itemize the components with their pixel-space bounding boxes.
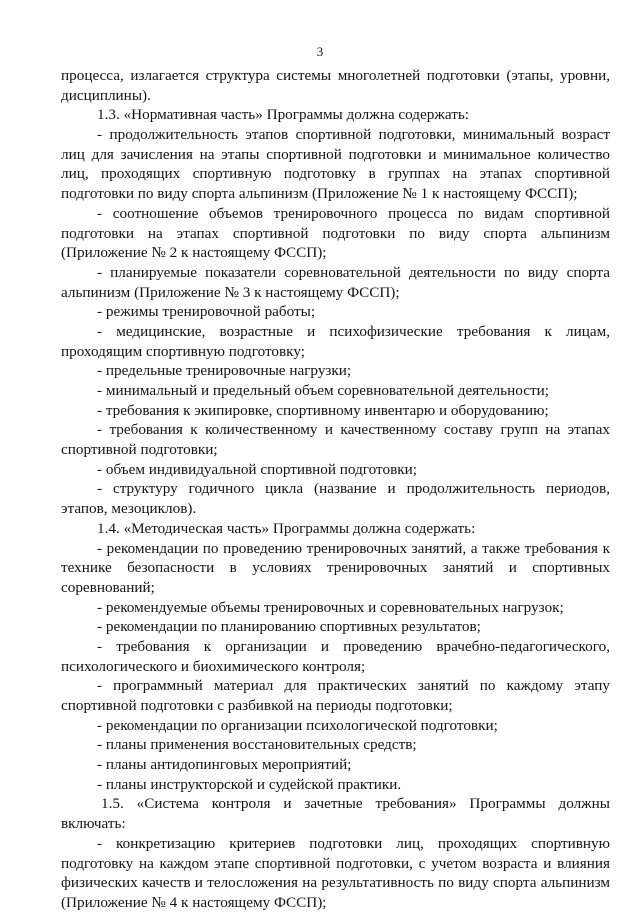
text-line: - минимальный и предельный объем соревновательной деятельности; [97,382,549,399]
text-line: - рекомендуемые объемы тренировочных и соревновательных нагрузок; [97,598,564,616]
text-line: - структуру годичного цикла (название и продолжительность периодов, [97,480,610,498]
document-body [61,66,610,913]
text-line: - режимы тренировочной работы; [97,303,316,321]
text-line: - программный материал для практических занятий по каждому этапу [97,677,610,695]
text-line: - планируемые показатели соревновательной деятельности по виду спорта [97,263,610,281]
text-line: - рекомендации по проведению тренировочных занятий, а также требования к [97,539,610,557]
text-line: лиц для зачисления на этапы спортивной подготовки и минимальное количество [61,145,610,163]
text-line: дисциплины). [61,86,151,104]
text-line: лиц, проходящих спортивную подготовку в группах на этапах спортивной [61,165,610,183]
text-line: - объем индивидуальной спортивной подготовки; [97,460,417,478]
text-line: 1.5. «Система контроля и зачетные требования» Программы должны [101,795,610,813]
text-line: спортивной подготовки; [61,441,218,459]
text-line: подготовку на каждом этапе спортивной подготовки, с учетом возраста и влияния [61,854,610,872]
text-line: альпинизм (Приложение № 3 к настоящему ФССП); [61,283,400,301]
text-line: подготовки по виду спорта альпинизм (Приложение № 1 к настоящему ФССП); [61,185,578,203]
text-line: - предельные тренировочные нагрузки; [97,362,352,380]
text-line: этапов, мезоциклов). [61,500,197,518]
text-line: - требования к экипировке, спортивному инвентарю и оборудованию; [97,401,549,419]
text-line: - планы инструкторской и судейской практики. [97,775,402,793]
text-line: технике безопасности в условиях тренировочных занятий и спортивных [61,559,610,577]
text-line: - требования к организации и проведению врачебно-педагогического, [97,637,610,655]
text-line: - планы применения восстановительных средств; [97,736,417,754]
text-line: - медицинские, возрастные и психофизические требования к лицам, [97,322,610,340]
text-line: - рекомендации по планированию спортивных результатов; [97,618,481,636]
text-line: (Приложение № 4 к настоящему ФССП); [61,893,327,911]
text-line: 1.3. «Нормативная часть» Программы должна содержать: [97,106,469,124]
text-line: психологического и биохимического контроля; [61,657,366,675]
text-line: - требования к количественному и качественному составу групп на этапах [97,421,610,439]
text-line: - планы антидопинговых мероприятий; [97,756,352,774]
text-line: - конкретизацию критериев подготовки лиц, проходящих спортивную [97,834,610,852]
text-line: процесса, излагается структура системы многолетней подготовки (этапы, уровни, [61,67,610,84]
text-line: - продолжительность этапов спортивной подготовки, минимальный возраст [97,126,610,144]
text-line: подготовки на этапах спортивной подготовки по виду спорта альпинизм [61,224,610,242]
text-line: 1.4. «Методическая часть» Программы должна содержать: [97,519,476,537]
text-line: соревнований; [61,578,155,596]
text-line: - рекомендации по организации психологической подготовки; [97,716,498,734]
text-line: проходящим спортивную подготовку; [61,342,305,360]
text-line: спортивной подготовки с разбивкой на периоды подготовки; [61,697,453,714]
text-line: - соотношение объемов тренировочного процесса по видам спортивной [97,204,610,222]
text-line: включать: [61,815,126,833]
text-line: физических качеств и телосложения на результативность по виду спорта альпинизм [61,874,610,892]
page-number: 3 [316,44,324,59]
text-line: (Приложение № 2 к настоящему ФССП); [61,244,327,262]
